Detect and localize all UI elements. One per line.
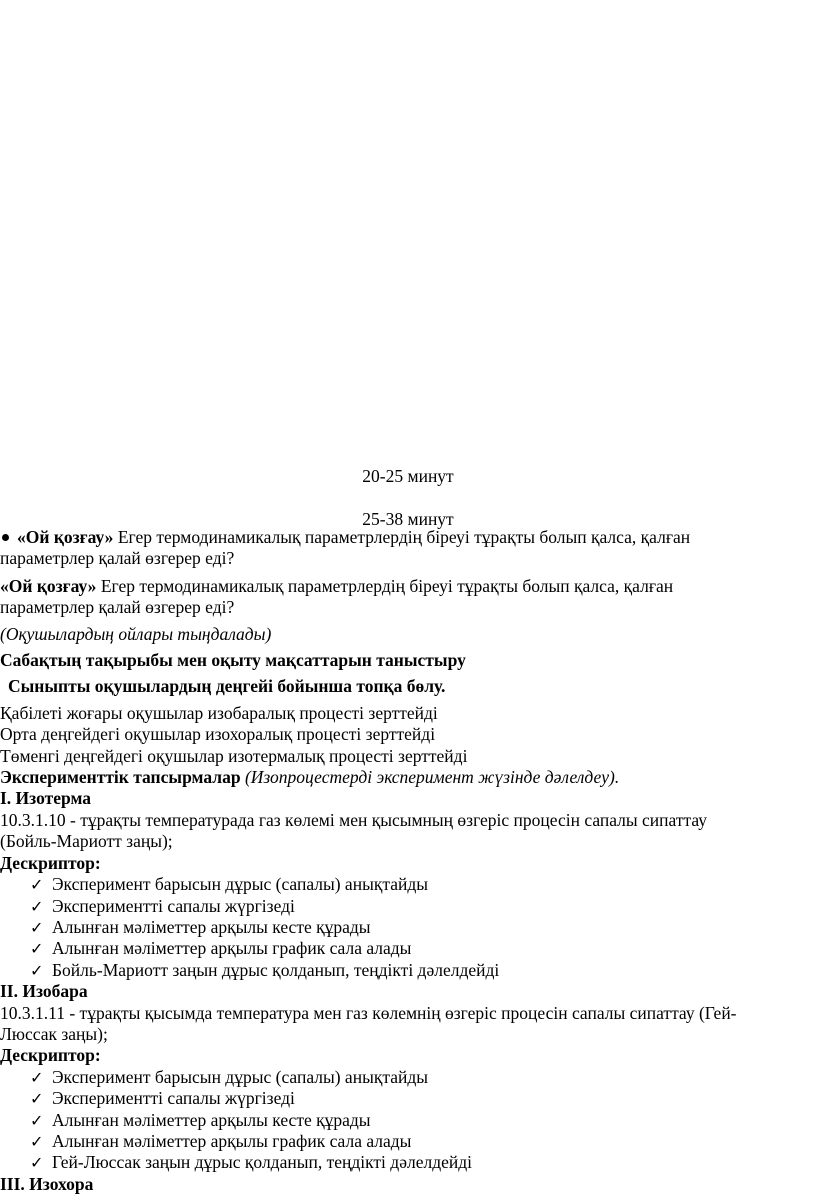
list-item-text: Эксперимент барысын дұрыс (сапалы) анықтайды	[52, 1066, 428, 1087]
listen-note-text: (Оқушылардың ойлары тыңдалады)	[0, 623, 272, 644]
intro-repeat-line2: параметрлер қалай өзгерер еді?	[0, 597, 235, 618]
list-item-text: Экспериментті сапалы жүргізеді	[52, 895, 295, 916]
list-item	[30, 874, 808, 895]
descriptor-title-isobar: Дескриптор:	[0, 1045, 101, 1066]
group-line-2: Орта деңгейдегі оқушылар изохоралық процесті зерттейді	[0, 724, 436, 745]
intro-repeat-text: Егер термодинамикалық параметрлердің біреуі тұрақты болып қалса, қалған	[96, 575, 674, 596]
checkmark-icon: ✓	[30, 1131, 44, 1151]
intro-bullet-text: Егер термодинамикалық параметрлердің біреуі тұрақты болып қалса, қалған	[113, 527, 691, 547]
bullet-dot-icon	[2, 534, 9, 541]
list-item-text: Алынған мәліметтер арқылы кесте құрады	[52, 916, 371, 937]
descriptor-title-isotherm: Дескриптор:	[0, 852, 101, 873]
section-objective-isobar-line2: Люссак заңы);	[0, 1023, 108, 1044]
checkmark-icon: ✓	[30, 960, 44, 980]
section-title-isobar: II. Изобара	[0, 981, 88, 1002]
checkmark-icon: ✓	[30, 1067, 44, 1087]
checkmark-icon: ✓	[30, 917, 44, 937]
time-label-1: 20-25 минут	[362, 466, 454, 486]
lesson-content	[0, 527, 808, 1195]
list-item-text: Бойль-Мариотт заңын дұрыс қолданып, теңдікті дәлелдейді	[52, 959, 500, 980]
list-item-text: Алынған мәліметтер арқылы график сала алады	[52, 1130, 412, 1151]
section-objective-isobar: 10.3.1.11 - тұрақты қысымда температура мен газ көлемнің өзгеріс процесін сапалы сипаттау (Гей-	[0, 1002, 737, 1023]
list-item-text: Алынған мәліметтер арқылы график сала алады	[52, 938, 412, 959]
checkmark-icon: ✓	[30, 875, 44, 895]
intro-bullet-line2: параметрлер қалай өзгерер еді?	[0, 548, 235, 569]
list-item	[30, 917, 808, 938]
tasks-bold: Эксперименттік тапсырмалар	[0, 767, 241, 788]
intro-bullet	[0, 527, 808, 548]
list-item-text: Эксперимент барысын дұрыс (сапалы) анықтайды	[52, 874, 428, 895]
descriptor-list-isotherm	[0, 874, 808, 981]
checkmark-icon: ✓	[30, 1110, 44, 1130]
checkmark-icon: ✓	[30, 939, 44, 959]
descriptor-list-isobar	[0, 1067, 808, 1174]
intro-bullet-bold: «Ой қозғау»	[17, 527, 114, 547]
list-item	[30, 938, 808, 959]
checkmark-icon: ✓	[30, 1153, 44, 1173]
intro-repeat	[0, 576, 808, 597]
list-item	[30, 1152, 808, 1173]
group-line-1: Қабілеті жоғары оқушылар изобаралық процесті зерттейді	[0, 702, 438, 723]
listen-note	[0, 624, 808, 645]
checkmark-icon: ✓	[30, 1089, 44, 1109]
section-title-isotherm: I. Изотерма	[0, 788, 92, 809]
section-title-isochore: III. Изохора	[0, 1173, 94, 1194]
checkmark-icon: ✓	[30, 896, 44, 916]
time-label-2: 25-38 минут	[362, 509, 454, 529]
heading-groups: Сыныпты оқушылардың деңгейі бойынша топқа бөлу.	[8, 676, 446, 697]
list-item-text: Алынған мәліметтер арқылы кесте құрады	[52, 1109, 371, 1130]
list-item	[30, 896, 808, 917]
intro-repeat-bold: «Ой қозғау»	[0, 575, 97, 596]
list-item	[30, 1110, 808, 1131]
tasks-italic: (Изопроцестерді эксперимент жүзінде дәлелдеу).	[240, 767, 620, 788]
list-item	[30, 960, 808, 981]
group-line-3: Төменгі деңгейдегі оқушылар изотермалық процесті зерттейді	[0, 745, 468, 766]
list-item-text: Гей-Люссак заңын дұрыс қолданып, теңдікті дәлелдейді	[52, 1152, 472, 1173]
list-item	[30, 1131, 808, 1152]
section-objective-isotherm: 10.3.1.10 - тұрақты температурада газ көлемі мен қысымның өзгеріс процесін сапалы сипаттау	[0, 809, 707, 830]
list-item-text: Экспериментті сапалы жүргізеді	[52, 1088, 295, 1109]
section-objective-isotherm-line2: (Бойль-Мариотт заңы);	[0, 831, 173, 852]
heading-goals: Сабақтың тақырыбы мен оқыту мақсаттарын таныстыру	[0, 650, 466, 671]
list-item	[30, 1088, 808, 1109]
list-item	[30, 1067, 808, 1088]
tasks-line	[0, 767, 808, 788]
